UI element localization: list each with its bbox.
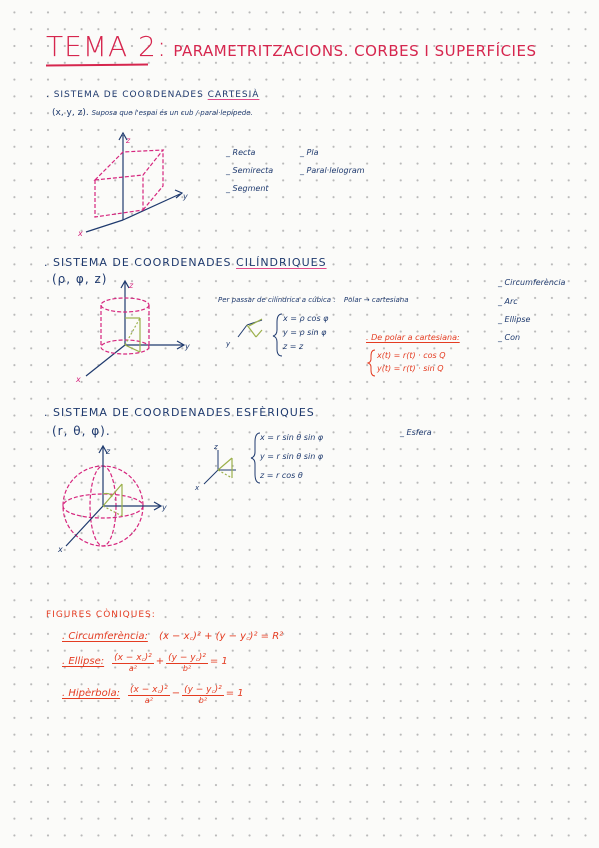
cartesia-y-label: y [183, 192, 188, 201]
ellipse-rhs: = 1 [209, 656, 228, 667]
hyper-num-2: (y − y꜀)² [182, 682, 224, 696]
esf-eq-y: y = r sin θ sin φ [260, 452, 324, 461]
coniques-circ-label: . Circumferència: [62, 631, 148, 642]
hyper-den-1: a² [144, 696, 153, 705]
hyper-den-2: b² [198, 696, 208, 705]
esf-y-label: y [162, 503, 167, 512]
cil-note-text: Per passar de cilíndrica a cúbica : [218, 296, 336, 304]
cil-red-title: . De polar a cartesiana: [366, 333, 460, 342]
cil-x-label: x [76, 375, 81, 384]
title-subtitle: PARAMETRITZACIONS. CORBES I SUPERFÍCIES [173, 42, 537, 60]
cil-eq-x: x = ρ cos φ [283, 314, 329, 323]
cartesia-note: Suposa que l'espai és un cub / paral·lepípede. [91, 109, 253, 117]
esf-z-label: z [106, 447, 111, 456]
ellipse-den-2: b² [182, 664, 192, 673]
esf-eq-z: z = r cos θ [260, 471, 303, 480]
esf-eq-x: x = r sin θ sin φ [260, 433, 324, 442]
svg-text:y: y [226, 340, 231, 348]
cil-side-con: _ Con [498, 333, 521, 342]
esf-x-axis [66, 506, 103, 546]
ellipse-den-1: a² [128, 664, 137, 673]
cartesia-heading-prefix: . SISTEMA DE COORDENADES [46, 90, 204, 100]
ellipse-num-2: (y − y꜀)² [166, 650, 208, 664]
coniques-ellipse: . Ellipse: $\frac{\text{(x − x꜀)²}}{\text{a²}}$ + $\frac{\text{(y − y꜀)²}}{\text{b²}}$ = 1 [62, 650, 228, 673]
cartesia-item-pla: _ Pla [300, 148, 319, 157]
hyper-num-1: (x − x꜀)² [128, 682, 170, 696]
cartesia-item-parallelogram: _ Paral·lelogram [300, 166, 365, 175]
coniques-ellipse-label: . Ellipse: [62, 656, 105, 667]
cilindriques-coords: (ρ, φ, z) [52, 272, 108, 286]
cil-z-label: z [129, 281, 134, 290]
coniques-hyper-label: . Hipèrbola: [62, 688, 121, 699]
svg-text:z: z [214, 443, 218, 451]
cartesia-x-label: x [78, 229, 83, 238]
esferiques-heading: . SISTEMA DE COORDENADES ESFÈRIQUES [44, 406, 315, 419]
cil-eq-z: z = z [283, 342, 304, 351]
hyper-rhs: = 1 [225, 688, 244, 699]
title-main: TEMA 2: [46, 30, 168, 63]
cartesia-item-recta: _ Recta [226, 148, 256, 157]
coniques-circ-formula: (x − x꜀)² + (y − y꜀)² = R² [159, 631, 284, 642]
ellipse-frac-2 [166, 650, 208, 673]
cil-side-ellipse: _ Ellipse [498, 315, 531, 324]
esf-side-esfera: _ Esfera [400, 428, 432, 437]
cartesia-coords: (x, y, z). [52, 108, 89, 118]
cilindriques-heading-key: CILÍNDRIQUES [236, 256, 327, 269]
cil-side-circumferencia: _ Circumferència [498, 278, 566, 287]
ellipse-num-1: (x − x꜀)² [112, 650, 154, 664]
cartesia-item-segment: _ Segment [226, 184, 269, 193]
hyper-frac-2 [182, 682, 224, 705]
esferiques-coords: (r, θ, φ). [52, 424, 111, 438]
cil-eq-y: y = ρ sin φ [283, 328, 327, 337]
coniques-circ [62, 628, 283, 642]
ellipse-frac-1 [112, 650, 154, 673]
coniques-hyperbola: . Hipèrbola: $\frac{\text{(x − x꜀)²}}{\text{a²}}$ − $\frac{\text{(y − y꜀)²}}{\text{b²}}$ = 1 [62, 682, 244, 705]
cartesia-heading-key: CARTESIÀ [207, 90, 260, 100]
esf-x-label: x [58, 545, 63, 554]
coniques-heading: FIGURES CÒNIQUES: [46, 610, 156, 620]
cilindriques-heading-prefix: . SISTEMA DE COORDENADES [44, 256, 232, 269]
cil-side-arc: _ Arc [498, 297, 518, 306]
hyper-frac-1 [128, 682, 170, 705]
svg-text:x: x [195, 484, 200, 492]
cartesia-item-semirecta: _ Semirecta [226, 166, 274, 175]
cil-red-eq-y: y(t) = r(t) · sin Q [377, 364, 444, 373]
cartesia-z-label: z [126, 136, 131, 145]
cil-y-label: y [185, 342, 190, 351]
cil-red-eq-x: x(t) = r(t) · cos Q [377, 351, 446, 360]
cil-conversion: Polar → cartesiana [343, 296, 409, 304]
